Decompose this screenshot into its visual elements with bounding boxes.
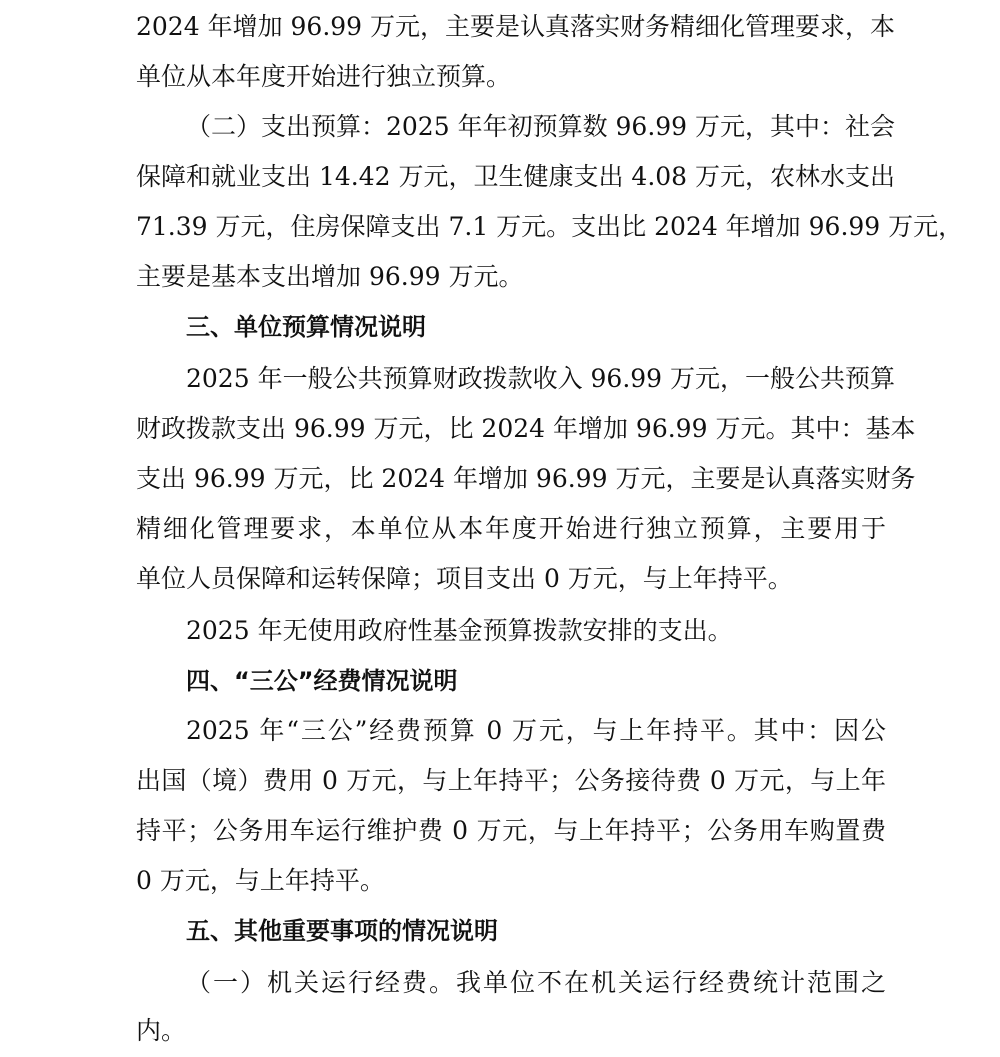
text-line: 出国（境）费用 0 万元，与上年持平；公务接待费 0 万元，与上年	[136, 766, 886, 795]
text-line: 0 万元，与上年持平。	[136, 866, 385, 895]
text-line: 持平；公务用车运行维护费 0 万元，与上年持平；公务用车购置费	[136, 816, 886, 845]
paragraph-start: 2025 年无使用政府性基金预算拨款安排的支出。	[186, 616, 733, 645]
text-line: 71.39 万元，住房保障支出 7.1 万元。支出比 2024 年增加 96.99 万元，	[136, 212, 964, 241]
text-line: 精细化管理要求，本单位从本年度开始进行独立预算，主要用于	[136, 514, 886, 543]
paragraph-start: （一）机关运行经费。我单位不在机关运行经费统计范围之	[186, 968, 886, 997]
text-line: 主要是基本支出增加 96.99 万元。	[136, 262, 524, 291]
text-line: 支出 96.99 万元，比 2024 年增加 96.99 万元，主要是认真落实财务	[136, 464, 916, 493]
text-line: 单位人员保障和运转保障；项目支出 0 万元，与上年持平。	[136, 564, 793, 593]
section-heading: 五、其他重要事项的情况说明	[186, 917, 498, 945]
paragraph-start: 2025 年“三公”经费预算 0 万元，与上年持平。其中：因公	[186, 716, 886, 745]
text-line: 2024 年增加 96.99 万元，主要是认真落实财务精细化管理要求，本	[136, 12, 896, 41]
paragraph-start: （二）支出预算：2025 年年初预算数 96.99 万元，其中：社会	[186, 112, 896, 141]
text-line: 内。	[136, 1016, 187, 1045]
text-line: 保障和就业支出 14.42 万元，卫生健康支出 4.08 万元，农林水支出	[136, 162, 896, 191]
text-line: 单位从本年度开始进行独立预算。	[136, 62, 512, 91]
section-heading: 三、单位预算情况说明	[186, 313, 426, 341]
paragraph-start: 2025 年一般公共预算财政拨款收入 96.99 万元，一般公共预算	[186, 364, 896, 393]
section-heading: 四、“三公”经费情况说明	[186, 667, 458, 695]
text-line: 财政拨款支出 96.99 万元，比 2024 年增加 96.99 万元。其中：基本	[136, 414, 916, 443]
